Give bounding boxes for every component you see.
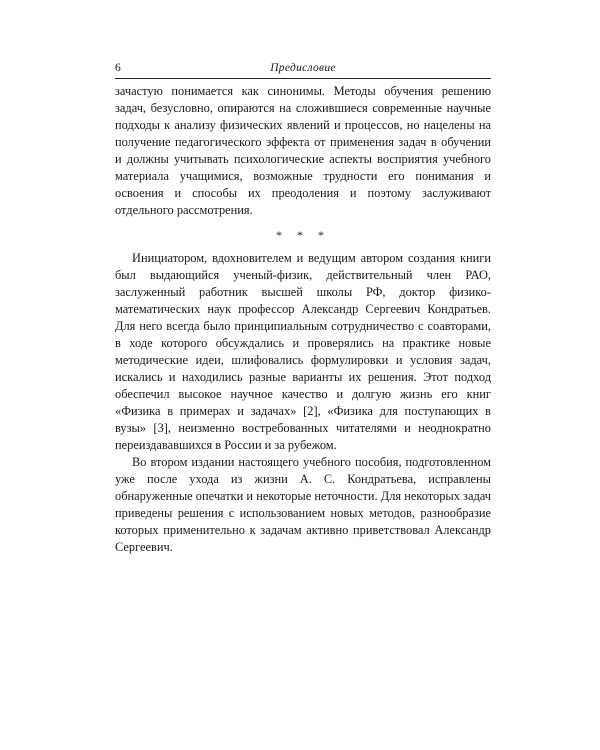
page-number: 6 bbox=[115, 62, 121, 74]
paragraph-2: Инициатором, вдохновителем и ведущим автором создания книги был выдающийся ученый-физик, действительный член РАО, заслуженный работник высшей школы РФ, доктор физико-математических наук профессор Александр Сергеевич Кондратьев. Для него всегда было принципиальным сотрудничество с соавторами, в ходе которого обсуждались и проверялись на практике новые методические идеи, шлифовались формулировки и условия задач, искались и находились разные варианты их решения. Этот подход обеспечил высокое научное качество и долгую жизнь его книг «Физика в примерах и задачах» [2], «Физика для поступающих в вузы» [3], неизменно востребованных читателями и неоднократно переиздававшихся в России и за рубежом. bbox=[115, 251, 491, 452]
book-page bbox=[115, 62, 491, 556]
paragraph-1: зачастую понимается как синонимы. Методы обучения решению задач, безусловно, опираются на сложившиеся современные научные подходы к анализу физических явлений и процессов, но нацелены на получение педагогического эффекта от применения задач в обучении и должны учитывать психологические аспекты восприятия учебного материала учащимися, возможные трудности его понимания и освоения и способы их преодоления и поэтому заслуживают отдельного рассмотрения. bbox=[115, 84, 491, 217]
body-text bbox=[115, 83, 491, 556]
running-head bbox=[115, 62, 491, 79]
paragraph-3: Во втором издании настоящего учебного пособия, подготовленном уже после ухода из жизни А. С. Кондратьева, исправлены обнаруженные опечатки и некоторые неточности. Для некоторых задач приведены решения с использованием новых методов, разнообразие которых применительно к задачам активно приветствовал Александр Сергеевич. bbox=[115, 455, 491, 554]
section-separator: * * * bbox=[276, 228, 330, 242]
running-title: Предисловие bbox=[270, 62, 336, 74]
